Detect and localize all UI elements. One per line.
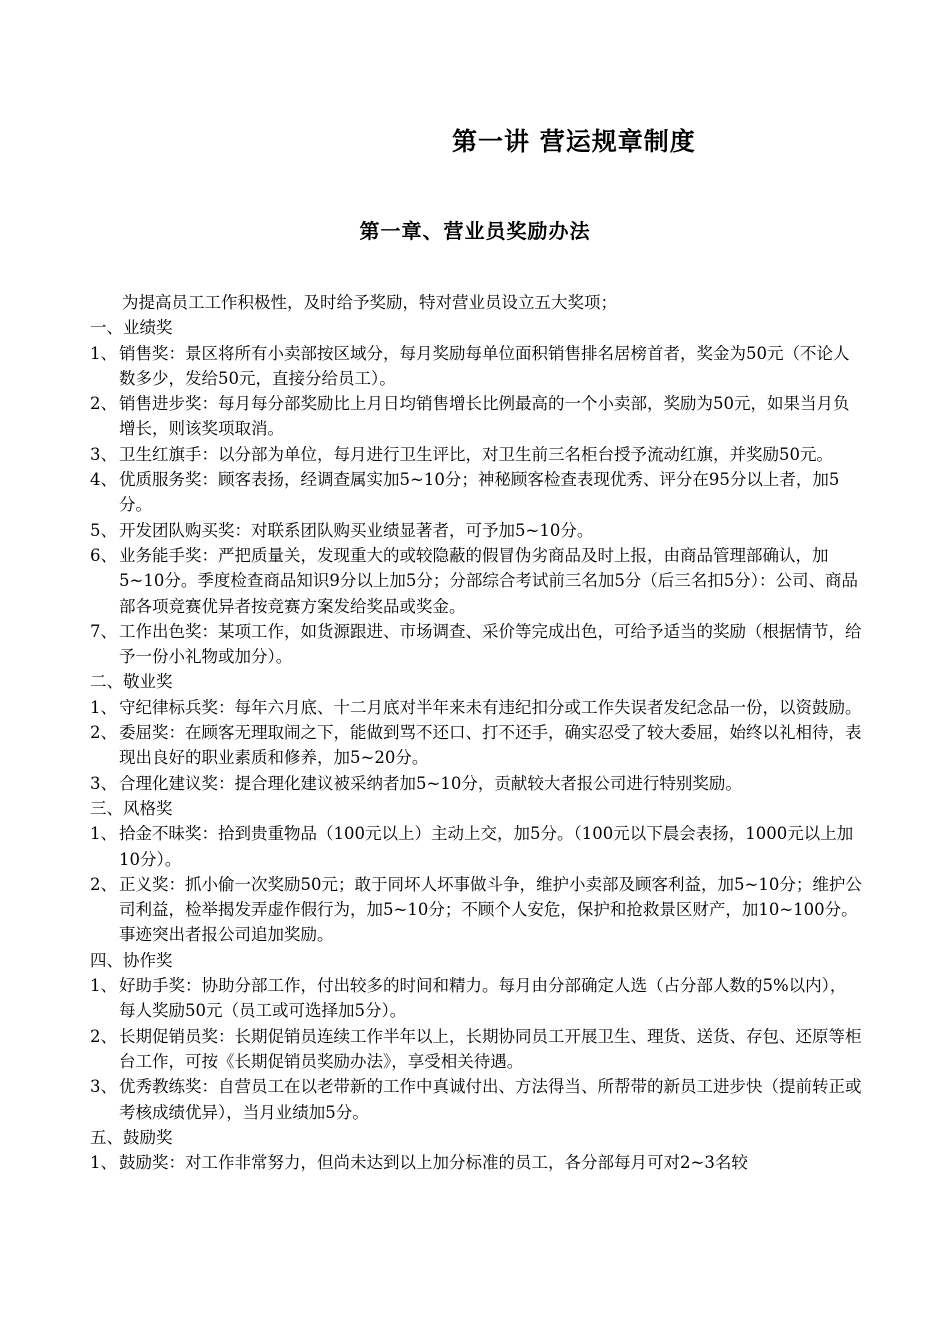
item-number: 6、 — [90, 545, 117, 565]
section-heading: 五、鼓励奖 — [90, 1127, 173, 1147]
item-text: 优秀教练奖：自营员工在以老带新的工作中真诚付出、方法得当、所帮带的新员工进步快（提前转正或考核成绩优异），当月业绩加5分。 — [119, 1077, 862, 1122]
item-text: 守纪律标兵奖：每年六月底、十二月底对半年来未有违纪扣分或工作失误者发纪念品一份，以资鼓励。 — [119, 697, 862, 717]
list-item — [90, 720, 862, 771]
item-number: 3、 — [90, 444, 117, 464]
item-text: 优质服务奖：顾客表扬，经调查属实加5~10分；神秘顾客检查表现优秀、评分在95分以上者，加5分。 — [119, 470, 840, 515]
section-heading: 三、风格奖 — [90, 798, 173, 818]
item-text: 正义奖：抓小偷一次奖励50元；敢于同坏人坏事做斗争，维护小卖部及顾客利益，加5~10分；维护公司利益，检举揭发弄虚作假行为，加5~10分；不顾个人安危，保护和抢救景区财产，加10~100分。事迹突出者报公司追加奖励。 — [119, 874, 862, 945]
item-number: 2、 — [90, 874, 117, 894]
item-text: 鼓励奖：对工作非常努力，但尚未达到以上加分标准的员工，各分部每月可对2~3名较 — [119, 1153, 748, 1173]
item-number: 2、 — [90, 723, 117, 743]
list-item — [90, 695, 862, 720]
list-item — [90, 442, 862, 467]
item-text: 业务能手奖：严把质量关，发现重大的或较隐蔽的假冒伪劣商品及时上报，由商品管理部确认，加5~10分。季度检查商品知识9分以上加5分；分部综合考试前三名加5分（后三名扣5分）：公司、商品部各项竞赛优异者按竞赛方案发给奖品或奖金。 — [119, 545, 859, 616]
chapter-title: 第一章、营业员奖励办法 — [359, 219, 591, 243]
item-number: 7、 — [90, 621, 117, 641]
item-text: 工作出色奖：某项工作，如货源跟进、市场调查、采价等完成出色，可给予适当的奖励（根据情节，给予一份小礼物或加分）。 — [119, 621, 862, 667]
section-style-award — [90, 796, 862, 948]
item-text: 拾金不昧奖：拾到贵重物品（100元以上）主动上交，加5分。（100元以下晨会表扬，1000元以上加10分）。 — [119, 824, 854, 869]
item-text: 合理化建议奖：提合理化建议被采纳者加5~10分，贡献较大者报公司进行特别奖励。 — [119, 773, 742, 793]
section-heading: 四、协作奖 — [90, 950, 173, 970]
item-text: 好助手奖：协助分部工作，付出较多的时间和精力。每月由分部确定人选（占分部人数的5%以内），每人奖励50元（员工或可选择加5分）。 — [119, 976, 847, 1021]
item-text: 销售进步奖：每月每分部奖励比上月日均销售增长比例最高的一个小卖部，奖励为50元，如果当月负增长，则该奖项取消。 — [119, 394, 850, 439]
section-cooperation-award — [90, 948, 862, 1125]
list-item — [90, 771, 862, 796]
list-item — [90, 1024, 862, 1075]
item-text: 委屈奖：在顾客无理取闹之下，能做到骂不还口、打不还手，确实忍受了较大委屈，始终以礼相待，表现出良好的职业素质和修养，加5~20分。 — [119, 723, 862, 768]
section-heading: 二、敬业奖 — [90, 672, 173, 692]
section-dedication-award — [90, 669, 862, 795]
item-number: 4、 — [90, 470, 117, 490]
item-text: 开发团队购买奖：对联系团队购买业绩显著者，可予加5~10分。 — [119, 520, 594, 540]
section-encouragement-award — [90, 1125, 862, 1176]
item-number: 1、 — [90, 824, 117, 844]
item-number: 2、 — [90, 394, 117, 414]
section-heading: 一、业绩奖 — [90, 318, 173, 338]
item-text: 长期促销员奖：长期促销员连续工作半年以上，长期协同员工开展卫生、理货、送货、存包、还原等柜台工作，可按《长期促销员奖励办法》，享受相关待遇。 — [119, 1026, 862, 1071]
list-item — [90, 1150, 862, 1175]
list-item — [90, 872, 862, 948]
item-number: 1、 — [90, 976, 117, 996]
item-number: 2、 — [90, 1026, 117, 1046]
item-text: 卫生红旗手：以分部为单位，每月进行卫生评比，对卫生前三名柜台授予流动红旗，并奖励50元。 — [119, 444, 833, 464]
list-item — [90, 543, 862, 619]
list-item — [90, 467, 862, 518]
item-number: 1、 — [90, 697, 117, 717]
list-item — [90, 391, 862, 442]
section-performance-award — [90, 315, 862, 669]
list-item — [90, 518, 862, 543]
list-item — [90, 1074, 862, 1125]
item-number: 3、 — [90, 1077, 117, 1097]
list-item — [90, 341, 862, 392]
intro-paragraph: 为提高员工工作积极性，及时给予奖励，特对营业员设立五大奖项； — [122, 293, 617, 312]
item-number: 5、 — [90, 520, 117, 540]
item-text: 销售奖：景区将所有小卖部按区域分，每月奖励每单位面积销售排名居榜首者，奖金为50元（不论人数多少，发给50元，直接分给员工）。 — [119, 343, 850, 388]
page-title: 第一讲 营运规章制度 — [452, 127, 696, 156]
item-number: 3、 — [90, 773, 117, 793]
list-item — [90, 619, 862, 670]
list-item — [90, 821, 862, 872]
list-item — [90, 973, 862, 1024]
document-body — [90, 290, 862, 1175]
item-number: 1、 — [90, 1153, 117, 1173]
item-number: 1、 — [90, 343, 117, 363]
